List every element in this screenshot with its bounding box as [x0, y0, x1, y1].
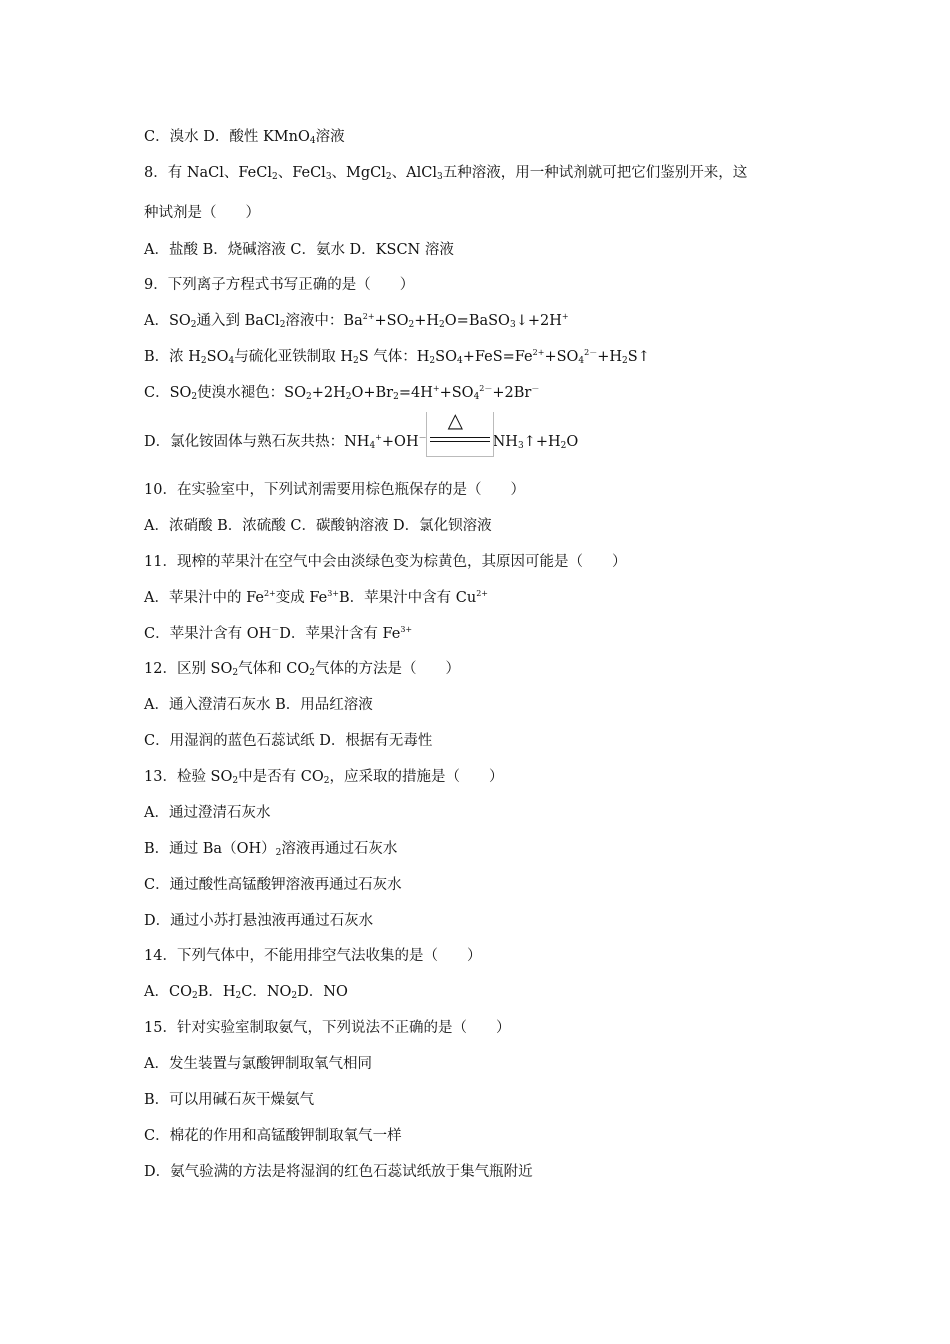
q13-stem: 13．检验 $SO_2$中是否有 $CO_2$，应采取的措施是（ ） [144, 769, 504, 786]
q15-option-d: D．氨气验满的方法是将湿润的红色石蕊试纸放于集气瓶附近 [144, 1164, 533, 1180]
q7-options-cd: C．溴水 D．酸性 KMnO$_4$溶液 [144, 129, 345, 146]
q12-stem: 12．区别 $SO_2$气体和 $CO_2$气体的方法是（ ） [144, 661, 460, 678]
q11-options-ab: A．苹果汁中的 $Fe^{2+}$变成 $Fe^{3+}B$．苹果汁中含有 $Cu^{2+}$ [144, 589, 488, 606]
q13-option-b: B．通过 $Ba(OH)_2$溶液再通过石灰水 [144, 841, 398, 858]
q9-stem: 9．下列离子方程式书写正确的是（ ） [144, 277, 415, 293]
q8-stem-line2: 种试剂是（ ） [144, 205, 260, 221]
q13-option-d: D．通过小苏打悬浊液再通过石灰水 [144, 913, 374, 929]
q13-option-a: A．通过澄清石灰水 [144, 805, 271, 821]
q15-option-b: B．可以用碱石灰干燥氨气 [144, 1092, 315, 1108]
q11-stem: 11．现榨的苹果汁在空气中会由淡绿色变为棕黄色，其原因可能是（ ） [144, 554, 627, 570]
q10-stem: 10．在实验室中，下列试剂需要用棕色瓶保存的是（ ） [144, 482, 525, 498]
q12-options-cd: C．用湿润的蓝色石蕊试纸 D．根据有无毒性 [144, 733, 433, 749]
q14-options: A．$CO_2B$．$H_2C$．$NO_2D$．NO [144, 984, 348, 1001]
q9-option-d: D．氯化铵固体与熟石灰共热：$NH_4^++OH^-$ △ $NH_3↑+H_2O$ [144, 432, 578, 452]
q15-stem: 15．针对实验室制取氨气，下列说法不正确的是（ ） [144, 1020, 511, 1036]
q12-options-ab: A．通入澄清石灰水 B．用品红溶液 [144, 697, 373, 713]
q15-option-c: C．棉花的作用和高锰酸钾制取氧气一样 [144, 1128, 402, 1144]
heat-triangle-icon: △ [447, 408, 463, 432]
q14-stem: 14．下列气体中，不能用排空气法收集的是（ ） [144, 948, 482, 964]
reaction-arrow-heat [428, 408, 492, 452]
q11-options-cd: C．苹果汁含有 OH－D．苹果汁含有 $Fe^{3+}$ [144, 625, 413, 642]
q8-options: A．盐酸 B．烧碱溶液 C．氨水 D．KSCN 溶液 [144, 242, 454, 258]
q9-option-c: C．$SO_2$使溴水褪色：$SO_2+2H_2O+Br_2=4H^++SO_4^{2-}+2Br^-$ [144, 384, 540, 402]
q10-options: A．浓硝酸 B．浓硫酸 C．碳酸钠溶液 D．氯化钡溶液 [144, 518, 492, 534]
q13-option-c: C．通过酸性高锰酸钾溶液再通过石灰水 [144, 877, 402, 893]
q15-option-a: A．发生装置与氯酸钾制取氧气相同 [144, 1056, 372, 1072]
q9-option-a: A．$SO_2$通入到 BaCl$_2$溶液中：$Ba^{2+}+SO_2+H_2O=BaSO_3↓+2H^+$ [144, 312, 569, 330]
q8-stem: 8．有 NaCl、FeCl$_2$、FeCl$_3$、MgCl$_2$、AlCl$_3$五种溶液，用一种试剂就可把它们鉴别开来，这 [144, 165, 748, 182]
q9-option-b: B．浓 $H_2SO_4$与硫化亚铁制取 $H_2S$ 气体：$H_2SO_4+FeS=Fe^{2+}+SO_4^{2-}+H_2S↑$ [144, 348, 650, 366]
